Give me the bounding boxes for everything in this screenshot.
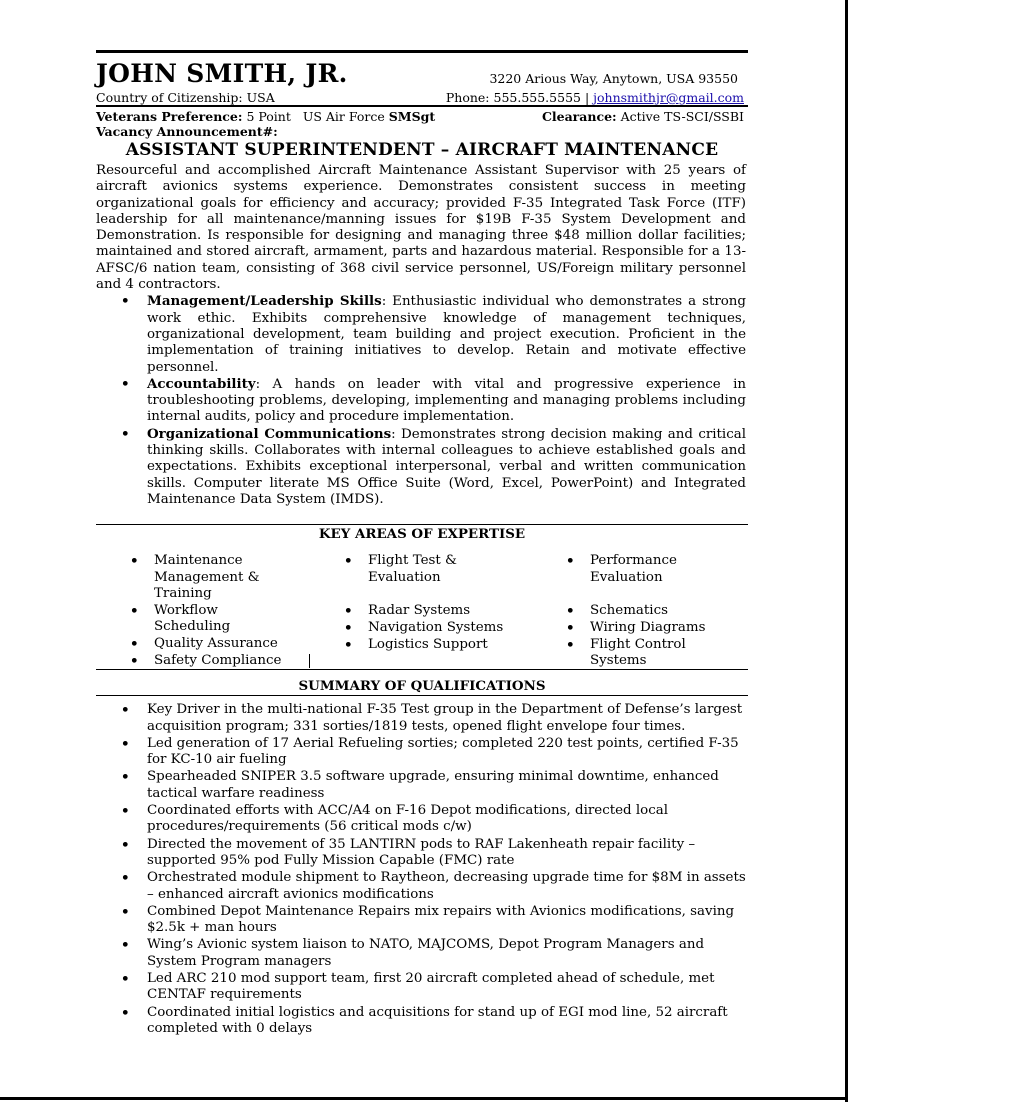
expertise-item: • Quality Assurance [130, 636, 290, 652]
expertise-divider [309, 654, 310, 668]
skill-item [96, 426, 748, 508]
qualification-item: • Directed the movement of 35 LANTIRN pods to RAF Lakenheath repair facility – supported 95% pod Fully Mission Capable (FMC) rate [96, 837, 748, 870]
skill-item [96, 293, 748, 375]
professional-summary: Resourceful and accomplished Aircraft Maintenance Assistant Supervisor with 25 years of aircraft avionics systems experience. Demonstrates consistent success in meeting organizational goals for efficiency and accuracy; provided F-35 Integrated Task Force (ITF) leadership for all maintenance/manning issues for $19B F-35 System Development and Demonstration. Is responsible for designing and managing three $48 million dollar facilities; maintained and stored aircraft, armament, parts and hazardous material. Responsible for a 13-AFSC/6 nation team, consisting of 368 civil service personnel, US/Foreign military personnel and 4 contractors. [96, 163, 746, 293]
skill-item [96, 376, 748, 426]
expertise-item: • Navigation Systems [344, 620, 524, 636]
skills-list [96, 293, 748, 508]
address: 3220 Arious Way, Anytown, USA 93550 [489, 71, 738, 86]
page-border-right [845, 0, 848, 1102]
skill-text: : A hands on leader with vital and progressive experience in troubleshooting problems, developing, implementing and managing problems including internal audits, policy and procedure implementation. [147, 376, 746, 425]
clearance [542, 109, 744, 124]
expertise-item: • Safety Compliance [130, 653, 290, 669]
expertise-item: • Flight Test & Evaluation [344, 553, 464, 586]
candidate-name: JOHN SMITH, JR. [96, 59, 348, 88]
expertise-item: • Performance Evaluation [566, 553, 690, 586]
clearance-label: Clearance: [541, 109, 617, 124]
expertise-column-1 [130, 553, 290, 669]
expertise-column-2 [344, 553, 524, 653]
skill-text: : Demonstrates strong decision making and critical thinking skills. Collaborates with internal colleagues to achieve established goals and expectations. Exhibits exceptional interpersonal, verbal and written communication skills. Computer literate MS Office Suite (Word, Excel, PowerPoint) and Integrated Maintenance Data System (IMDS). [147, 426, 746, 507]
veterans-label: Veterans Preference: [96, 109, 243, 124]
clearance-value: Active TS-SCI/SSBI [620, 109, 744, 124]
skill-label: Management/Leadership Skills [147, 293, 382, 310]
qualification-item: • Coordinated initial logistics and acquisitions for stand up of EGI mod line, 52 aircraft completed with 0 delays [96, 1005, 748, 1038]
expertise-item: • Logistics Support [344, 637, 524, 653]
expertise-item: • Schematics [566, 603, 736, 619]
resume-page [96, 50, 748, 1038]
service-branch: US Air Force [302, 109, 385, 124]
qualification-item: • Coordinated efforts with ACC/A4 on F-16 Depot modifications, directed local procedures/requirements (56 critical mods c/w) [96, 803, 748, 836]
rank: SMSgt [388, 109, 436, 124]
expertise-item: • Flight Control Systems [566, 637, 700, 670]
skill-label: Accountability [147, 375, 256, 392]
phone: Phone: 555.555.5555 | [445, 90, 590, 105]
resume-header [96, 53, 748, 105]
skill-label: Organizational Communications [147, 425, 392, 442]
qualification-item: • Orchestrated module shipment to Raytheon, decreasing upgrade time for $8M in assets – enhanced aircraft avionics modifications [96, 870, 748, 903]
qualification-item: • Wing’s Avionic system liaison to NATO, MAJCOMS, Depot Program Managers and System Program managers [96, 937, 748, 970]
veterans-value: 5 Point [246, 109, 291, 124]
preferences-left [96, 109, 435, 139]
qualification-item: • Combined Depot Maintenance Repairs mix repairs with Avionics modifications, saving $2.5k + man hours [96, 904, 748, 937]
qualification-item: • Led ARC 210 mod support team, first 20 aircraft completed ahead of schedule, met CENTAF requirements [96, 971, 748, 1004]
expertise-rule-top [96, 524, 748, 525]
expertise-title: KEY AREAS OF EXPERTISE [318, 526, 526, 543]
qualifications-list [96, 702, 748, 1037]
citizenship: Country of Citizenship: USA [96, 90, 275, 105]
page-border-bottom [0, 1097, 848, 1100]
qualifications-rule-bottom [96, 695, 748, 696]
qualification-item: • Led generation of 17 Aerial Refueling sorties; completed 220 test points, certified F-35 for KC-10 air fueling [96, 736, 748, 769]
skill-text: : Enthusiastic individual who demonstrates a strong work ethic. Exhibits comprehensive knowledge of management techniques, organizational development, team building and project execution. Proficient in the implementation of training initiatives to develop. Retain and motivate effective personnel. [147, 294, 746, 375]
expertise-item: • Workflow Scheduling [130, 603, 290, 636]
expertise-item: • Wiring Diagrams [566, 620, 736, 636]
vacancy-label: Vacancy Announcement#: [96, 124, 278, 139]
expertise-item: • Maintenance Management & Training [130, 553, 264, 602]
email-link[interactable]: johnsmithjr@gmail.com [593, 90, 744, 105]
expertise-item: • Radar Systems [344, 603, 524, 619]
contact-line [446, 90, 744, 105]
expertise-section [96, 526, 748, 669]
expertise-column-3 [566, 553, 736, 670]
qualifications-title: SUMMARY OF QUALIFICATIONS [298, 678, 546, 695]
preferences-row [96, 107, 748, 137]
job-title: ASSISTANT SUPERINTENDENT – AIRCRAFT MAINTENANCE [125, 140, 719, 160]
qualification-item: • Spearheaded SNIPER 3.5 software upgrade, ensuring minimal downtime, enhanced tactical warfare readiness [96, 769, 748, 802]
qualification-item: • Key Driver in the multi-national F-35 Test group in the Department of Defense’s largest acquisition program; 331 sorties/1819 tests, opened flight envelope four times. [96, 702, 748, 735]
